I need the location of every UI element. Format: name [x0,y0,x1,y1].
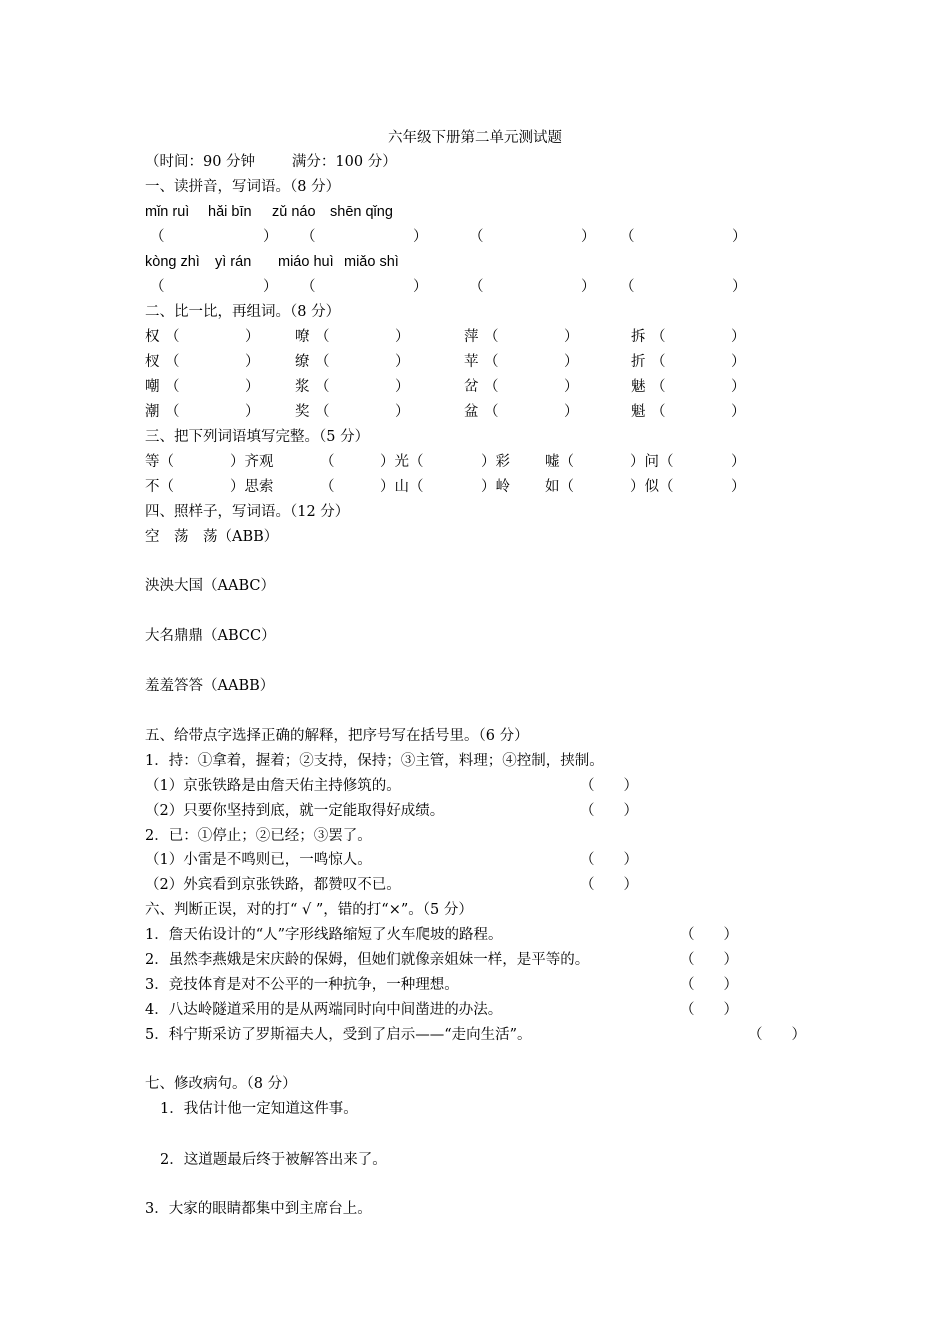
answer-paren: （ ） [680,977,738,993]
judge-item: 1．詹天佑设计的“人”字形线路缩短了火车爬坡的路程。 [145,927,503,943]
section-1-heading: 一、读拼音，写词语。（8 分） [145,179,341,195]
idiom-part: ）似（ [630,479,674,495]
question-2b: （2）外宾看到京张铁路，都赞叹不已。 [145,877,401,893]
question-1-definition: 1．持：①拿着，握着；②支持，保持；③主管，料理；④控制，挟制。 [145,753,604,769]
char: 潮 [145,404,160,420]
idiom-part: ）岭 [481,479,510,495]
judge-item: 3．竞技体育是对不公平的一种抗争，一种理想。 [145,977,459,993]
judge-item: 2．虽然李燕娥是宋庆龄的保姆，但她们就像亲姐妹一样，是平等的。 [145,952,590,968]
sentence-item: 1．我估计他一定知道这件事。 [160,1101,358,1117]
idiom-part: ）彩 [481,454,510,470]
section-6-heading: 六、判断正误，对的打“ √ ”，错的打“×”。（5 分） [145,902,473,918]
section-7-heading: 七、修改病句。（8 分） [145,1076,297,1092]
answer-paren: （ ） [580,877,638,893]
char: 岔 [464,379,479,395]
section-4-heading: 四、照样子，写词语。（12 分） [145,504,350,520]
char: 权 [145,329,160,345]
exam-meta: （时间：90 分钟 满分：100 分） [145,154,397,170]
char: 浆 [295,379,310,395]
char: 折 [631,354,646,370]
example-abb: 空 荡 荡（ABB） [145,529,279,545]
idiom-part: ）思索 [230,479,274,495]
idiom-part: 嘘（ [545,454,574,470]
answer-box-open: （ [150,279,165,295]
idiom-part: ） [731,479,746,495]
section-5-heading: 五、给带点字选择正确的解释，把序号写在括号里。（6 分） [145,728,529,744]
answer-box-open: （ [620,279,635,295]
idiom-part: ）光（ [380,454,424,470]
answer-box-close: ） [732,229,747,245]
idiom-part: （ [320,454,335,470]
answer-paren: （ ） [580,778,638,794]
char: 魅 [631,379,646,395]
char: 盆 [464,404,479,420]
char: 杈 [145,354,160,370]
char: 缭 [295,354,310,370]
answer-box-close: ） [581,229,596,245]
exam-title: 六年级下册第二单元测试题 [388,130,562,146]
char: 魁 [631,404,646,420]
char: 苹 [464,354,479,370]
answer-box-close: ） [413,229,428,245]
answer-paren: （ ） [748,1027,806,1043]
answer-box-close: ） [413,279,428,295]
answer-box-close: ） [263,229,278,245]
idiom-part: ） [731,454,746,470]
answer-paren: （ ） [680,1002,738,1018]
idiom-part: ）齐观 [230,454,274,470]
answer-paren: （ ） [680,952,738,968]
idiom-part: 等（ [145,454,174,470]
char: 拆 [631,329,646,345]
section-3-heading: 三、把下列词语填写完整。（5 分） [145,429,370,445]
question-1b: （2）只要你坚持到底，就一定能取得好成绩。 [145,803,445,819]
question-2-definition: 2．已：①停止；②已经；③罢了。 [145,828,372,844]
judge-item: 4．八达岭隧道采用的是从两端同时向中间凿进的办法。 [145,1002,503,1018]
pinyin: shēn qǐng [330,204,393,220]
section-2-heading: 二、比一比，再组词。（8 分） [145,304,341,320]
pinyin: mǐn ruì [145,204,190,220]
idiom-part: 不（ [145,479,174,495]
pinyin: miáo huì [278,254,334,270]
answer-box-open: （ [469,229,484,245]
answer-box-close: ） [581,279,596,295]
answer-box-open: （ [469,279,484,295]
answer-paren: （ ） [580,852,638,868]
answer-box-close: ） [263,279,278,295]
example-abcc: 大名鼎鼎（ABCC） [145,628,276,644]
pinyin: yì rán [215,254,252,270]
answer-box-open: （ [150,229,165,245]
answer-box-open: （ [301,229,316,245]
char: 萍 [464,329,479,345]
pinyin: miǎo shì [344,254,399,270]
char: 嘹 [295,329,310,345]
question-2a: （1）小雷是不鸣则已，一鸣惊人。 [145,852,372,868]
sentence-item: 3．大家的眼睛都集中到主席台上。 [145,1201,372,1217]
question-1a: （1）京张铁路是由詹天佑主持修筑的。 [145,778,401,794]
idiom-part: 如（ [545,479,574,495]
judge-item: 5．科宁斯采访了罗斯福夫人，受到了启示——“走向生活”。 [145,1027,532,1043]
answer-box-open: （ [301,279,316,295]
answer-box-open: （ [620,229,635,245]
example-aabb: 羞羞答答（AABB） [145,678,275,694]
answer-paren: （ ） [580,803,638,819]
idiom-part: ）问（ [630,454,674,470]
answer-box-close: ） [732,279,747,295]
example-aabc: 泱泱大国（AABC） [145,578,275,594]
pinyin: hǎi bīn [208,204,252,220]
char: 嘲 [145,379,160,395]
sentence-item: 2．这道题最后终于被解答出来了。 [160,1152,387,1168]
char: 奖 [295,404,310,420]
pinyin: kòng zhì [145,254,200,270]
answer-paren: （ ） [680,927,738,943]
idiom-part: （ [320,479,335,495]
pinyin: zǔ náo [272,204,316,220]
idiom-part: ）山（ [380,479,424,495]
